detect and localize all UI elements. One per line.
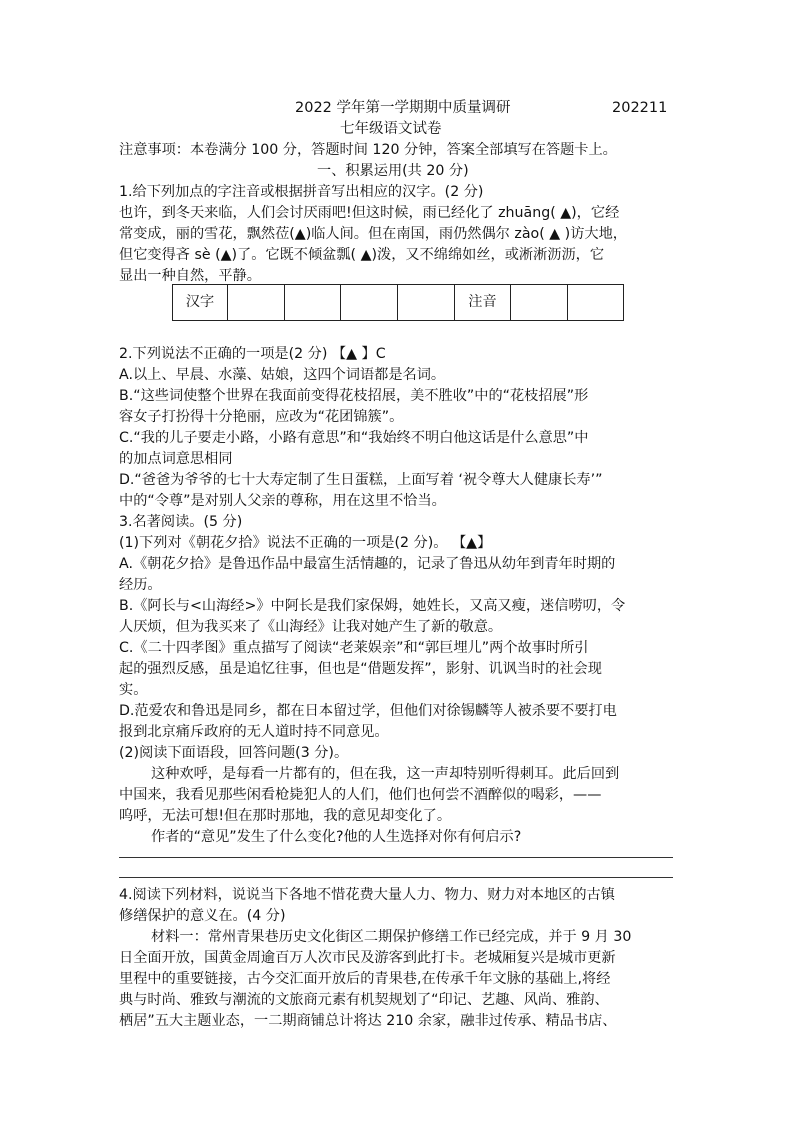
answer-line[interactable] xyxy=(119,877,673,878)
q2-option-d: D.“爸爸为爷爷的七十大寿定制了生日蛋糕，上面写着 ‘祝令尊大人健康长寿’” xyxy=(119,472,603,488)
q3-stem: 3.名著阅读。(5 分) xyxy=(119,514,243,530)
q2-option-c: C.“我的儿子要走小路，小路有意思”和“我始终不明白他这话是什么意思”中 xyxy=(119,430,589,446)
q4-material-line: 材料一：常州青果巷历史文化街区二期保护修缮工作已经完成，并于 9 月 30 xyxy=(151,929,632,945)
q4-material-line: 栖居”五大主题业态，一二期商铺总计将达 210 余家，融非过传承、精品书店、 xyxy=(119,1013,617,1029)
q4-stem-cont: 修缮保护的意义在。(4 分) xyxy=(119,908,286,924)
q3-passage-line: 这种欢呼，是每看一片都有的，但在我，这一声却特别听得刺耳。此后回到 xyxy=(151,766,620,782)
q3-passage-line: 呜呼，无法可想!但在那时那地，我的意见却变化了。 xyxy=(119,808,452,824)
q3-option-c: C.《二十四孝图》重点描写了阅读“老莱娱亲”和“郭巨埋儿”两个故事时所引 xyxy=(119,640,589,656)
q3-option-d-cont: 报到北京痛斥政府的无人道时持不同意见。 xyxy=(119,724,389,740)
q3-passage-line: 中国来，我看见那些闲看枪毙犯人的人们，他们也何尝不酒醉似的喝彩，—— xyxy=(119,787,602,803)
q4-stem: 4.阅读下列材料，说说当下各地不惜花费大量人力、物力、财力对本地区的古镇 xyxy=(119,887,615,903)
q2-option-a: A.以上、早晨、水藻、姑娘，这四个词语都是名词。 xyxy=(119,367,446,383)
q3-option-b: B.《阿长与<山海经>》中阿长是我们家保姆，她姓长，又高又瘦，迷信唠叨，令 xyxy=(119,598,626,614)
q3-sub2: (2)阅读下面语段，回答问题(3 分)。 xyxy=(119,745,349,761)
q3-option-a: A.《朝花夕拾》是鲁迅作品中最富生活情趣的，记录了鲁迅从幼年到青年时期的 xyxy=(119,556,616,572)
table-label-hanzi: 汉字 xyxy=(173,285,228,321)
exam-title: 2022 学年第一学期期中质量调研 xyxy=(295,100,511,116)
answer-line[interactable] xyxy=(119,857,673,858)
q4-material-line: 日全面开放，国黄金周逾百万人次市民及游客到此打卡。老城厢复兴是城市更新 xyxy=(119,950,616,966)
q3-option-c-cont: 起的强烈反感，虽是追忆往事，但也是“借题发挥”，影射、讥讽当时的社会现 xyxy=(119,661,602,677)
q2-option-d-cont: 中的“令尊”是对别人父亲的尊称，用在这里不恰当。 xyxy=(119,493,446,509)
q3-sub1: (1)下列对《朝花夕拾》说法不正确的一项是(2 分)。 【▲】 xyxy=(119,535,492,551)
q2-option-b: B.“这些词使整个世界在我面前变得花枝招展，美不胜收”中的“花枝招展”形 xyxy=(119,388,589,404)
section-heading: 一、积累运用(共 20 分) xyxy=(317,163,469,179)
q3-option-d: D.范爱农和鲁迅是同乡，都在日本留过学，但他们对徐锡麟等人被杀要不要打电 xyxy=(119,703,617,719)
q3-option-c-cont2: 实。 xyxy=(119,682,148,698)
q3-option-b-cont: 人厌烦，但为我买来了《山海经》让我对她产生了新的敬意。 xyxy=(119,619,503,635)
table-label-zhuyin: 注音 xyxy=(455,285,511,321)
q1-line: 也许，到冬天来临，人们会讨厌雨吧!但这时候，雨已经化了 zhuāng( ▲)，它经 xyxy=(119,205,620,221)
exam-code: 202211 xyxy=(612,100,668,116)
answer-cell[interactable] xyxy=(285,285,341,321)
q2-option-b-cont: 容女子打扮得十分艳丽，应改为“花团锦簇”。 xyxy=(119,409,404,425)
q2-stem: 2.下列说法不正确的一项是(2 分) 【▲ 】C xyxy=(119,346,386,362)
q4-material-line: 典与时尚、雅致与潮流的文旅商元素有机契规划了“印记、艺趣、风尚、雅韵、 xyxy=(119,992,609,1008)
q3-question: 作者的“意见”发生了什么变化?他的人生选择对你有何启示? xyxy=(151,829,522,845)
answer-cell[interactable] xyxy=(341,285,398,321)
q3-option-a-cont: 经历。 xyxy=(119,577,162,593)
q1-line: 常变成，丽的雪花，飘然莅(▲)临人间。但在南国，雨仍然偶尔 zào( ▲ )访大地， xyxy=(119,226,627,242)
q1-line: 显出一种自然，平静。 xyxy=(119,268,261,284)
q4-material-line: 里程中的重要链接，古今交汇面开放后的青果巷,在传承千年文脉的基础上,将经 xyxy=(119,971,611,987)
q2-option-c-cont: 的加点词意思相同 xyxy=(119,451,233,467)
answer-cell[interactable] xyxy=(568,285,624,321)
exam-subtitle: 七年级语文试卷 xyxy=(340,121,442,137)
q1-line: 但它变得吝 sè (▲)了。它既不倾盆瓢( ▲)泼，又不绵绵如丝，或淅淅沥沥，它 xyxy=(119,247,605,263)
q1-answer-table xyxy=(172,284,624,321)
q1-stem: 1.给下列加点的字注音或根据拼音写出相应的汉字。(2 分) xyxy=(119,184,484,200)
answer-cell[interactable] xyxy=(398,285,455,321)
answer-cell[interactable] xyxy=(228,285,285,321)
answer-cell[interactable] xyxy=(511,285,568,321)
exam-notice: 注意事项：本卷满分 100 分，答题时间 120 分钟，答案全部填写在答题卡上。 xyxy=(119,142,617,158)
